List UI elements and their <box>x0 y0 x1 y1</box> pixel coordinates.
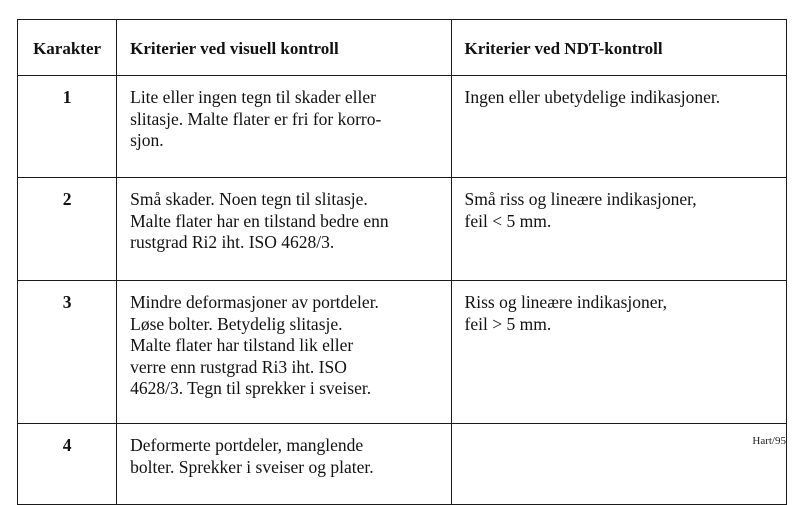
ndt-criteria-cell-empty <box>451 424 786 505</box>
text-line: Ingen eller ubetydelige indikasjoner. <box>464 87 721 107</box>
text-line: bolter. Sprekker i sveiser og plater. <box>130 456 374 477</box>
grade-cell: 3 <box>18 281 117 424</box>
condition-grade-table <box>17 19 787 505</box>
visual-criteria-cell <box>117 178 451 281</box>
text-line: 4628/3. Tegn til sprekker i sveiser. <box>130 378 372 398</box>
text-line: verre enn rustgrad Ri3 iht. ISO <box>130 356 347 377</box>
text-line: Løse bolter. Betydelig slitasje. <box>130 313 343 334</box>
table-row <box>18 178 787 281</box>
header-ndt-criteria: Kriterier ved NDT-kontroll <box>451 20 786 76</box>
text-line: slitasje. Malte flater er fri for korro- <box>130 108 382 129</box>
text-line: Små skader. Noen tegn til slitasje. <box>130 189 368 209</box>
grade-cell: 1 <box>18 76 117 178</box>
table-header-row <box>18 20 787 76</box>
header-grade: Karakter <box>18 20 117 76</box>
table-row <box>18 281 787 424</box>
visual-criteria-cell <box>117 424 451 505</box>
table-row <box>18 424 787 505</box>
visual-criteria-cell <box>117 76 451 178</box>
text-line: Mindre deformasjoner av portdeler. <box>130 292 379 312</box>
text-line: Lite eller ingen tegn til skader eller <box>130 87 376 107</box>
text-line: Riss og lineære indikasjoner, <box>464 292 668 312</box>
text-line: Malte flater har en tilstand bedre enn <box>130 210 389 231</box>
text-line: Malte flater har tilstand lik eller <box>130 335 354 355</box>
ndt-criteria-cell <box>451 178 786 281</box>
text-line: feil < 5 mm. <box>464 210 552 231</box>
text-line: Deformerte portdeler, manglende <box>130 435 364 455</box>
text-line: rustgrad Ri2 iht. ISO 4628/3. <box>130 232 335 252</box>
source-note: Hart/95 <box>752 435 786 447</box>
grade-cell: 2 <box>18 178 117 281</box>
text-line: feil > 5 mm. <box>464 313 552 334</box>
table-row <box>18 76 787 178</box>
visual-criteria-cell <box>117 281 451 424</box>
ndt-criteria-cell <box>451 281 786 424</box>
text-line: sjon. <box>130 130 164 150</box>
ndt-criteria-cell <box>451 76 786 178</box>
text-line: Små riss og lineære indikasjoner, <box>464 189 697 209</box>
grade-cell: 4 <box>18 424 117 505</box>
header-visual-criteria: Kriterier ved visuell kontroll <box>117 20 451 76</box>
